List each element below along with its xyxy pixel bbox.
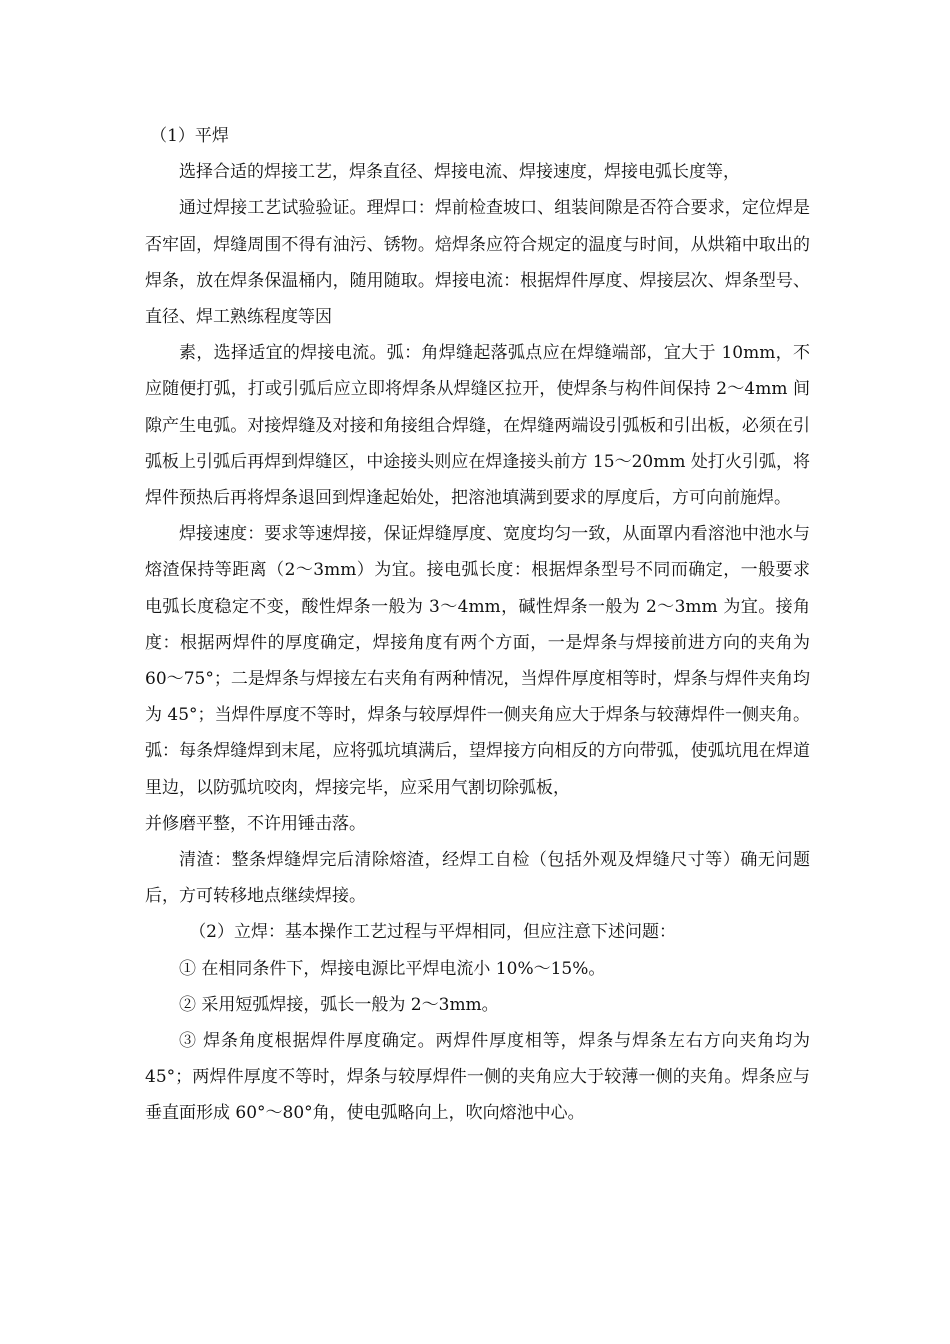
list-item: ② 采用短弧焊接，弧长一般为 2～3mm。: [179, 994, 499, 1015]
section-heading-flat-welding: （1）平焊: [150, 126, 229, 146]
document-body: [145, 118, 810, 1132]
paragraph: 焊接速度：要求等速焊接，保证焊缝厚度、宽度均匀一致，从面罩内看溶池中池水与熔渣保持等距离（2～3mm）为宜。接电弧长度：根据焊条型号不同而确定，一般要求电弧长度稳定不变，酸性焊条一般为 3～4mm，碱性焊条一般为 2～3mm 为宜。接角度：根据两焊件的厚度确定，焊接角度有两个方面，一是焊条与焊接前进方向的夹角为 60～75°；二是焊条与焊接左右夹角有两种情况，当焊件厚度相等时，焊条与焊件夹角均为 45°；当焊件厚度不等时，焊条与较厚焊件一侧夹角应大于焊条与较薄焊件一侧夹角。弧：每条焊缝焊到末尾，应将弧坑填满后，望焊接方向相反的方向带弧，使弧坑甩在焊道里边，以防弧坑咬肉，焊接完毕，应采用气割切除弧板，: [145, 524, 810, 798]
paragraph: 选择合适的焊接工艺，焊条直径、焊接电流、焊接速度，焊接电弧长度等，: [179, 162, 740, 183]
list-item: ③ 焊条角度根据焊件厚度确定。两焊件厚度相等，焊条与焊条左右方向夹角均为 45°；两焊件厚度不等时，焊条与较厚焊件一侧的夹角应大于较薄一侧的夹角。焊条应与垂直面形成 60°～80°角，使电弧略向上，吹向熔池中心。: [145, 1031, 810, 1124]
paragraph: 清渣：整条焊缝焊完后清除熔渣，经焊工自检（包括外观及焊缝尺寸等）确无问题后，方可转移地点继续焊接。: [145, 850, 810, 907]
paragraph: 并修磨平整，不许用锤击落。: [145, 813, 366, 834]
paragraph: 通过焊接工艺试验验证。理焊口：焊前检查坡口、组装间隙是否符合要求，定位焊是否牢固，焊缝周围不得有油污、锈物。焙焊条应符合规定的温度与时间，从烘箱中取出的焊条，放在焊条保温桶内，随用随取。焊接电流：根据焊件厚度、焊接层次、焊条型号、直径、焊工熟练程度等因: [145, 198, 810, 328]
paragraph: 素，选择适宜的焊接电流。弧：角焊缝起落弧点应在焊缝端部，宜大于 10mm，不应随便打弧，打或引弧后应立即将焊条从焊缝区拉开，使焊条与构件间保持 2～4mm 间隙产生电弧。对接焊缝及对接和角接组合焊缝，在焊缝两端设引弧板和引出板，必须在引弧板上引弧后再焊到焊缝区，中途接头则应在焊逢接头前方 15～20mm 处打火引弧，将焊件预热后再将焊条退回到焊逢起始处，把溶池填满到要求的厚度后，方可向前施焊。: [145, 343, 810, 509]
list-item: ① 在相同条件下，焊接电源比平焊电流小 10%～15%。: [179, 958, 606, 979]
section-heading-vertical-welding: （2）立焊：基本操作工艺过程与平焊相同，但应注意下述问题：: [189, 922, 677, 943]
